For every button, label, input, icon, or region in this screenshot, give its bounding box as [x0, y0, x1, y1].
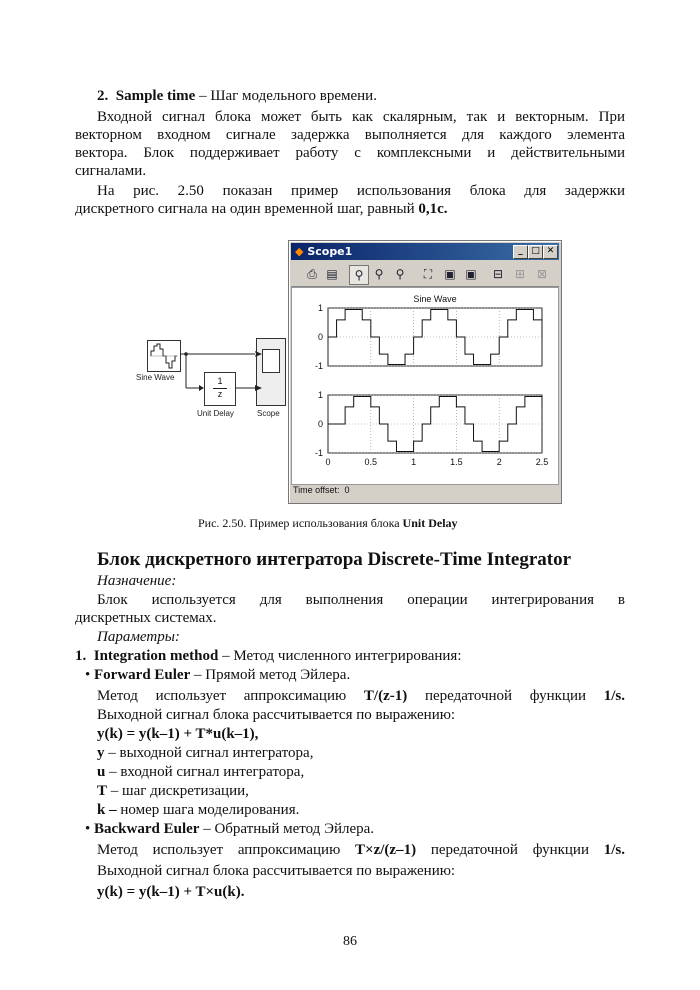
- sine-wave-icon: [148, 341, 180, 371]
- x-tick-label: 1.5: [450, 457, 463, 467]
- paragraph-line: векторном входном сигнале задержка выполняется для каждого элемента: [75, 127, 625, 143]
- params-label: Параметры:: [97, 629, 180, 645]
- plot-axes: [328, 308, 542, 366]
- lock-icon[interactable]: ⊠: [536, 267, 548, 281]
- delay-denominator: z: [217, 389, 223, 399]
- y-tick-label: -1: [314, 361, 323, 371]
- paragraph-line: сигналами.: [75, 163, 147, 179]
- x-tick-label: 0: [325, 457, 331, 467]
- x-tick-label: 2.5: [535, 457, 549, 467]
- paragraph-line: Входной сигнал блока может быть как скалярным, так и векторным. При: [97, 109, 625, 125]
- y-tick-label: 0: [317, 332, 323, 342]
- minimize-button[interactable]: _: [513, 245, 528, 259]
- autoscale-icon[interactable]: ⛶: [423, 267, 433, 281]
- param-term: Sample time: [115, 88, 196, 104]
- matlab-logo-icon: ◆: [295, 245, 304, 258]
- scope-window: [288, 240, 562, 504]
- x-tick-label: 0.5: [364, 457, 378, 467]
- scope-window-title: Scope1: [307, 245, 353, 258]
- param-integration-method: 1. Integration method – Метод численного интегрирования:: [75, 648, 462, 664]
- paragraph-line: дискретного сигнала на один временной шаг, равный 0,1с.: [75, 201, 448, 217]
- paragraph-line: Метод использует аппроксимацию T×z/(z–1) передаточной функции 1/s.: [97, 842, 625, 858]
- formula-forward-euler: y(k) = y(k–1) + T*u(k–1),: [97, 726, 259, 742]
- y-tick-label: 0: [317, 419, 323, 429]
- x-tick-label: 1: [411, 457, 417, 467]
- paragraph-line: Выходной сигнал блока рассчитывается по выражению:: [97, 863, 456, 879]
- time-offset: Time offset: 0: [293, 485, 350, 495]
- sine-wave-block: [147, 340, 181, 372]
- definition-line: y – выходной сигнал интегратора,: [97, 745, 314, 761]
- scope-titlebar: [291, 243, 559, 260]
- y-tick-label: 1: [317, 303, 323, 313]
- y-tick-label: 1: [317, 390, 323, 400]
- plot-title: Sine Wave: [413, 294, 457, 304]
- zoom-icon[interactable]: ⚲: [349, 265, 369, 285]
- option-forward-euler: • Forward Euler – Прямой метод Эйлера.: [85, 667, 351, 683]
- option-backward-euler: • Backward Euler – Обратный метод Эйлера.: [85, 821, 375, 837]
- param-sample-time: 2. Sample time – Шаг модельного времени.: [97, 88, 377, 104]
- select-icon[interactable]: ⊞: [514, 267, 526, 281]
- definition-line: u – входной сигнал интегратора,: [97, 764, 305, 780]
- floating-icon[interactable]: ⊟: [492, 267, 504, 281]
- formula-backward-euler: y(k) = y(k–1) + T×u(k).: [97, 884, 245, 900]
- delay-numerator: 1: [217, 376, 223, 386]
- section-heading: Блок дискретного интегратора Discrete-Time Integrator: [97, 549, 572, 570]
- y-tick-label: -1: [314, 448, 323, 458]
- scope-label: Scope: [257, 409, 280, 418]
- print-icon[interactable]: ⎙: [307, 267, 317, 281]
- x-tick-label: 2: [496, 457, 502, 467]
- definition-line: T – шаг дискретизации,: [97, 783, 249, 799]
- maximize-button[interactable]: □: [528, 245, 543, 259]
- scope-toolbar: [291, 262, 559, 287]
- figure-caption: Рис. 2.50. Пример использования блока Unit Delay: [198, 516, 458, 530]
- zoom-x-icon[interactable]: ⚲: [374, 267, 384, 281]
- close-button[interactable]: ✕: [543, 245, 558, 259]
- paragraph-line: Блок используется для выполнения операции интегрирования в: [97, 592, 625, 608]
- scope-plots: [292, 288, 558, 484]
- sine-wave-label: Sine Wave: [136, 373, 175, 382]
- params-icon[interactable]: ▤: [326, 267, 338, 281]
- definition-line: k – номер шага моделирования.: [97, 802, 300, 818]
- zoom-y-icon[interactable]: ⚲: [395, 267, 405, 281]
- scope-plot-area: [291, 287, 559, 485]
- paragraph-line: Выходной сигнал блока рассчитывается по выражению:: [97, 707, 456, 723]
- paragraph-line: дискретных системах.: [75, 610, 217, 626]
- paragraph-line: Метод использует аппроксимацию T/(z-1) передаточной функции 1/s.: [97, 688, 626, 704]
- save-axes-icon[interactable]: ▣: [444, 267, 456, 281]
- purpose-label: Назначение:: [97, 573, 177, 589]
- unit-delay-label: Unit Delay: [197, 409, 234, 418]
- restore-axes-icon[interactable]: ▣: [465, 267, 477, 281]
- paragraph-line: На рис. 2.50 показан пример использования блока для задержки: [97, 183, 625, 199]
- paragraph-line: вектора. Блок поддерживает работу с комплексными и действительными: [75, 145, 625, 161]
- page-number: 86: [343, 934, 357, 949]
